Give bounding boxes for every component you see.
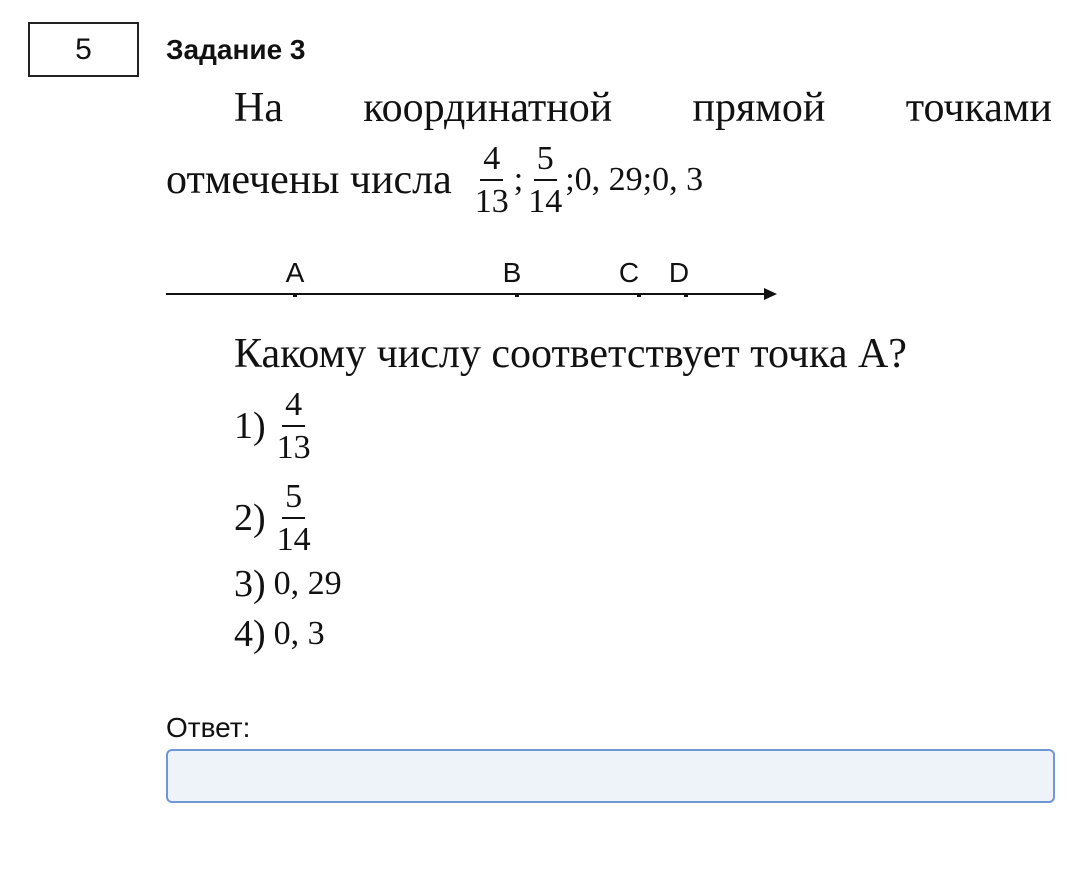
answer-option-3 [234,562,342,606]
task-number: 5 [75,32,92,66]
answer-option-4 [234,612,325,656]
tick-a [293,293,297,297]
statement-word: прямой [692,85,826,131]
number-list-rest: ;0, 29;0, 3 [565,161,704,199]
task-number-badge [28,22,139,77]
statement-word: На [234,85,283,131]
number-line [160,250,790,310]
fraction-numerator: 4 [282,386,305,427]
option-label: 2) [234,497,266,540]
statement-word: точками [905,85,1052,131]
tick-d [684,293,688,297]
statement-line-1 [234,84,1052,132]
statement-line-2 [166,140,703,221]
fraction-denominator: 14 [276,521,311,559]
fraction-numerator: 5 [534,140,557,181]
fraction-numerator: 5 [282,478,305,519]
option-value: 0, 29 [273,565,342,602]
statement-word: координатной [363,85,613,131]
point-label-c: C [618,257,640,288]
question-text: Какому числу соответствует точка А? [234,331,907,377]
tick-c [637,293,641,297]
task-title: Задание 3 [166,34,306,65]
fraction-5-14 [525,140,565,221]
option-label: 1) [234,405,266,448]
fraction-4-13 [472,140,512,221]
separator: ; [513,161,524,199]
statement-text: отмечены числа [166,157,452,204]
option-value: 0, 3 [273,615,325,652]
answer-option-2 [234,478,314,559]
option-fraction [274,478,314,559]
answer-label: Ответ: [166,712,251,743]
fraction-numerator: 4 [480,140,503,181]
fraction-denominator: 13 [474,183,509,221]
tick-b [515,293,519,297]
option-label: 4) [234,613,266,655]
answer-option-1 [234,386,314,467]
option-label: 3) [234,563,266,605]
option-fraction [274,386,314,467]
fraction-denominator: 13 [276,429,311,467]
answer-input[interactable] [166,749,1055,803]
point-label-d: D [668,257,690,288]
fraction-denominator: 14 [528,183,563,221]
point-label-b: B [502,257,522,288]
point-label-a: A [285,257,305,288]
arrow-right-icon [764,288,777,300]
